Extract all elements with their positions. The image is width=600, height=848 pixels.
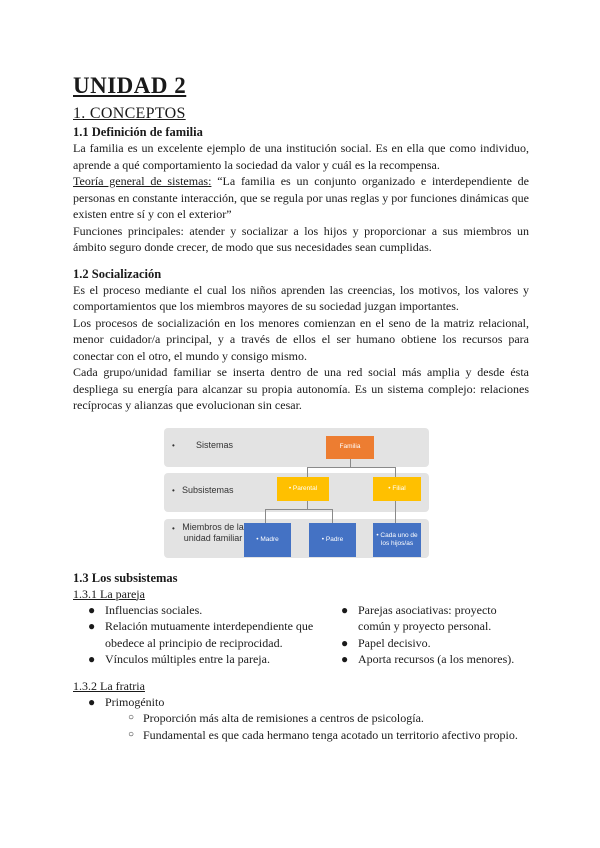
family-systems-diagram — [164, 428, 429, 558]
diagram-box-parental: • Parental — [277, 477, 329, 501]
paragraph-grupo-familiar: Cada grupo/unidad familiar se inserta dentro de una red social más amplia y desde ésta despliega su energía para alcanzar su propia autonomía. Es un sistema complejo: relaciones recíprocas y alianzas que evolucionan sin cesar. — [73, 365, 529, 412]
diagram-label-sistemas: Sistemas — [196, 439, 234, 450]
diagram-box-padre: • Padre — [309, 523, 356, 557]
paragraph-funciones-principales: Funciones principales: atender y socializar a los hijos y proporcionar a sus miembros un ámbito seguro donde crecer, de modo que sus necesidades sean cumplidas. — [73, 223, 529, 254]
unit-title: UNIDAD 2 — [73, 73, 187, 98]
bullet-icon: ● — [88, 602, 96, 617]
diagram-box-familia: Familia — [326, 436, 374, 459]
document-content — [73, 70, 529, 743]
bullet-icon: ● — [341, 652, 349, 666]
heading-socializacion: 1.2 Socialización — [73, 266, 162, 281]
heading-pareja: 1.3.1 La pareja — [73, 586, 145, 601]
diagram-label-subsistemas: Subsistemas — [182, 484, 234, 495]
list-item: ● Papel decisivo. — [341, 635, 431, 650]
diagram-box-filial: • Filial — [373, 477, 421, 501]
pareja-list-left — [73, 602, 338, 668]
list-item: ● Vínculos múltiples entre la pareja. — [88, 652, 270, 666]
list-subitem: ○ Proporción más alta de remisiones a centros de psicología. — [128, 711, 424, 725]
list-item: ● Aporta recursos (a los menores). — [341, 652, 515, 666]
bullet-icon: ● — [341, 635, 349, 650]
teoria-sistemas-text: “La familia es un conjunto organizado e interdependiente de personas en constante interacción, que se regula por unas reglas y por funciones dinámicas que existen entre sí y con el exterior” — [73, 174, 530, 221]
paragraph-familia-institucion: La familia es un excelente ejemplo de una institución social. Es en ella que como individuo, aprende a qué comportamiento la sociedad da valor y cuál es la recompensa. — [73, 141, 529, 172]
diagram-label-miembros: Miembros de la unidad familiar — [182, 521, 244, 543]
paragraph-socializacion-menores: Los procesos de socialización en los menores comienzan en el seno de la matriz relacional, menor cuidador/a principal, y a través de ellos el ser humano obtiene los recursos para conectar con el otro, el mundo y consigo mismo. — [73, 315, 529, 363]
bullet-icon: ● — [341, 602, 349, 617]
list-item: ● Relación mutuamente interdependiente que obedece al principio de reciprocidad. — [88, 619, 314, 650]
list-item: ● Primogénito — [88, 694, 165, 709]
paragraph-socializacion-proceso: Es el proceso mediante el cual los niños aprenden las creencias, los motivos, los valores y comportamientos que los miembros mayores de su sociedad juzgan importantes. — [73, 282, 529, 313]
bullet-icon: ● — [88, 652, 96, 666]
bullet-icon: ● — [88, 619, 96, 633]
paragraph-teoria-sistemas — [73, 173, 529, 223]
teoria-sistemas-label: Teoría general de sistemas: — [73, 174, 212, 188]
heading-subsistemas: 1.3 Los subsistemas — [73, 570, 178, 585]
diagram-bullet: • — [172, 485, 175, 495]
heading-fratria: 1.3.2 La fratria — [73, 678, 145, 693]
pareja-list-right — [338, 602, 529, 668]
list-item: ● Parejas asociativas: proyecto común y proyecto personal. — [341, 602, 497, 633]
diagram-box-hijos: • Cada uno de los hijos/as — [373, 523, 421, 557]
bullet-icon: ● — [88, 694, 96, 709]
list-item: ● Influencias sociales. — [88, 602, 203, 617]
diagram-bullet: • — [172, 523, 175, 533]
circle-bullet-icon: ○ — [128, 712, 135, 723]
list-subitem: ○ Fundamental es que cada hermano tenga acotado un territorio afectivo propio. — [128, 727, 518, 742]
circle-bullet-icon: ○ — [128, 728, 135, 740]
diagram-box-madre: • Madre — [244, 523, 291, 557]
heading-definicion-familia: 1.1 Definición de familia — [73, 125, 203, 139]
section-title: 1. CONCEPTOS — [73, 105, 186, 122]
pareja-lists — [73, 602, 529, 668]
diagram-bullet: • — [172, 440, 175, 450]
